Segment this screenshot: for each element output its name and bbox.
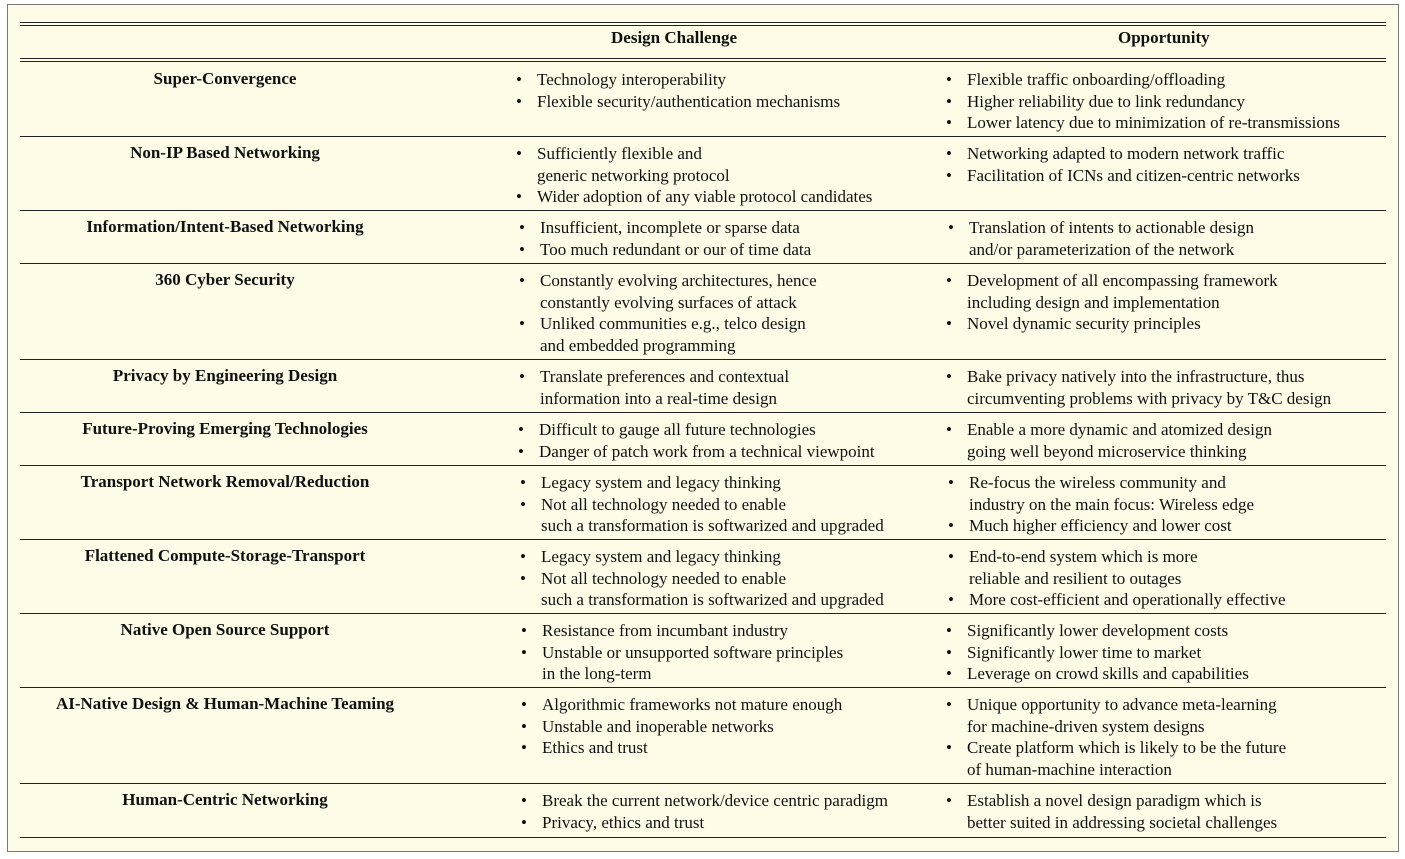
row-divider (20, 837, 1386, 838)
challenge-line (521, 790, 961, 812)
challenge-cell (516, 217, 959, 260)
bullet-icon: • (521, 695, 527, 714)
challenge-text: Constantly evolving architectures, hence (540, 271, 817, 290)
challenge-text: Insufficient, incomplete or sparse data (540, 218, 800, 237)
challenge-line (518, 419, 958, 441)
challenge-text: and embedded programming (540, 336, 736, 356)
bullet-icon: • (521, 812, 527, 832)
table-row (20, 465, 1386, 539)
challenge-cell (516, 419, 958, 462)
bullet-icon: • (520, 494, 526, 514)
bullet-icon: • (516, 70, 522, 89)
challenge-text: in the long-term (542, 664, 652, 684)
challenge-line (521, 716, 961, 738)
opportunity-text: and/or parameterization of the network (969, 239, 1235, 259)
challenge-line (516, 91, 956, 113)
challenge-line (516, 69, 956, 91)
challenge-text: generic networking protocol (537, 165, 730, 185)
opportunity-line (946, 759, 1386, 781)
bullet-icon: • (946, 695, 952, 714)
bullet-icon: • (946, 144, 952, 163)
bullet-icon: • (519, 367, 525, 386)
opportunity-line (948, 217, 1388, 239)
opportunity-text: including design and implementation (967, 292, 1220, 312)
opportunity-text: Significantly lower development costs (967, 621, 1229, 640)
challenge-text: Sufficiently flexible and (537, 144, 702, 163)
opportunity-cell (946, 366, 1386, 409)
challenge-line (519, 270, 959, 292)
challenge-cell (516, 69, 956, 112)
opportunity-cell (946, 217, 1388, 260)
challenge-text: Algorithmic frameworks not mature enough (542, 695, 843, 714)
opportunity-text: End-to-end system which is more (969, 547, 1198, 566)
row-topic: Privacy by Engineering Design (112, 366, 338, 385)
opportunity-line (948, 589, 1388, 611)
table-row (20, 62, 1386, 136)
opportunity-cell (946, 790, 1386, 833)
opportunity-text: Significantly lower time to market (967, 642, 1202, 662)
challenge-cell (516, 366, 959, 409)
challenge-line (519, 217, 959, 239)
challenge-line (516, 165, 956, 187)
opportunity-line (946, 292, 1386, 314)
challenge-line (520, 472, 960, 494)
table-row (20, 136, 1386, 210)
header-rule-1 (20, 58, 1386, 59)
challenge-text: such a transformation is softwarized and upgraded (541, 590, 884, 610)
row-topic: Non-IP Based Networking (130, 143, 320, 162)
opportunity-text: Create platform which is likely to be the future (967, 738, 1287, 758)
opportunity-cell (946, 69, 1386, 134)
table-frame (7, 4, 1399, 852)
opportunity-text: of human-machine interaction (967, 760, 1172, 780)
opportunity-text: Establish a novel design paradigm which is (967, 791, 1262, 810)
bullet-icon: • (948, 218, 954, 237)
opportunity-line (946, 69, 1386, 91)
opportunity-line (946, 737, 1386, 759)
challenge-line (520, 515, 960, 537)
opportunity-line (946, 91, 1386, 113)
bullet-icon: • (519, 218, 525, 237)
table-row (20, 359, 1386, 412)
bullet-icon: • (520, 568, 526, 588)
challenge-cell (516, 790, 961, 833)
challenge-line (519, 239, 959, 261)
challenge-text: Translate preferences and contextual (540, 367, 790, 386)
row-topic: AI-Native Design & Human-Machine Teaming (55, 694, 395, 713)
opportunity-line (946, 143, 1386, 165)
opportunity-text: Development of all encompassing framework (967, 271, 1278, 290)
opportunity-text: Networking adapted to modern network traffic (967, 144, 1285, 163)
challenge-text: Legacy system and legacy thinking (541, 547, 781, 566)
bullet-icon: • (946, 91, 952, 111)
opportunity-cell (946, 270, 1386, 335)
challenge-text: Not all technology needed to enable (541, 568, 786, 588)
challenge-text: constantly evolving surfaces of attack (540, 292, 797, 312)
bullet-icon: • (946, 367, 952, 386)
opportunity-line (946, 419, 1386, 441)
opportunity-cell (946, 694, 1386, 781)
bullet-icon: • (946, 113, 952, 133)
opportunity-text: Bake privacy natively into the infrastructure, thus (967, 367, 1305, 386)
challenge-text: Danger of patch work from a technical viewpoint (539, 441, 875, 461)
opportunity-line (946, 270, 1386, 292)
opportunity-line (946, 790, 1386, 812)
opportunity-text: circumventing problems with privacy by T&C design (967, 388, 1332, 408)
challenge-text: Difficult to gauge all future technologies (539, 420, 816, 439)
opportunity-text: Flexible traffic onboarding/offloading (967, 70, 1226, 89)
challenge-line (520, 494, 960, 516)
challenge-text: Too much redundant or our of time data (540, 239, 812, 259)
opportunity-line (946, 165, 1386, 187)
row-topic: Native Open Source Support (120, 620, 330, 639)
opportunity-line (948, 472, 1388, 494)
challenge-text: Wider adoption of any viable protocol candidates (537, 187, 873, 207)
opportunity-line (946, 313, 1386, 335)
table-row (20, 613, 1386, 687)
row-topic: Information/Intent-Based Networking (86, 217, 364, 236)
bullet-icon: • (518, 441, 524, 461)
challenge-text: Unstable or unsupported software principles (542, 642, 844, 662)
opportunity-line (946, 642, 1386, 664)
opportunity-text: More cost-efficient and operationally effective (969, 590, 1286, 610)
challenge-text: information into a real-time design (540, 388, 777, 408)
bullet-icon: • (946, 165, 952, 185)
bullet-icon: • (521, 716, 527, 736)
challenge-text: Flexible security/authentication mechanisms (537, 91, 841, 111)
opportunity-line (948, 515, 1388, 537)
challenge-text: such a transformation is softwarized and upgraded (541, 516, 884, 536)
opportunity-line (946, 441, 1386, 463)
opportunity-line (946, 812, 1386, 834)
row-topic: Human-Centric Networking (122, 790, 328, 809)
opportunity-text: Re-focus the wireless community and (969, 473, 1226, 492)
challenge-text: Ethics and trust (542, 738, 648, 758)
bullet-icon: • (521, 642, 527, 662)
bullet-icon: • (520, 473, 526, 492)
bullet-icon: • (521, 738, 527, 758)
bullet-icon: • (946, 70, 952, 89)
bullet-icon: • (946, 314, 952, 334)
bullet-icon: • (520, 547, 526, 566)
opportunity-line (946, 694, 1386, 716)
opportunity-line (946, 620, 1386, 642)
challenge-cell (516, 620, 961, 685)
challenge-line (521, 694, 961, 716)
bullet-icon: • (948, 590, 954, 610)
opportunity-cell (946, 143, 1386, 186)
row-topic: Super-Convergence (153, 69, 297, 88)
challenge-text: Unliked communities e.g., telco design (540, 314, 806, 334)
challenge-line (519, 292, 959, 314)
challenge-line (521, 642, 961, 664)
challenge-text: Not all technology needed to enable (541, 494, 786, 514)
challenge-line (516, 143, 956, 165)
challenge-line (520, 589, 960, 611)
challenge-text: Resistance from incumbant industry (542, 621, 788, 640)
header-design-challenge: Design Challenge (611, 28, 738, 47)
challenge-cell (516, 694, 961, 759)
opportunity-text: Higher reliability due to link redundancy (967, 91, 1246, 111)
bullet-icon: • (946, 621, 952, 640)
opportunity-text: Leverage on crowd skills and capabilities (967, 664, 1249, 684)
bullet-icon: • (516, 91, 522, 111)
opportunity-line (946, 663, 1386, 685)
opportunity-line (948, 239, 1388, 261)
bullet-icon: • (519, 239, 525, 259)
row-topic: Flattened Compute-Storage-Transport (84, 546, 366, 565)
challenge-cell (516, 143, 956, 208)
opportunity-cell (946, 620, 1386, 685)
table-row (20, 263, 1386, 359)
table-row (20, 412, 1386, 465)
bullet-icon: • (948, 473, 954, 492)
challenge-cell (516, 270, 959, 357)
table-row (20, 210, 1386, 263)
bullet-icon: • (948, 516, 954, 536)
opportunity-text: Enable a more dynamic and atomized design (967, 420, 1272, 439)
bullet-icon: • (516, 144, 522, 163)
challenge-line (516, 186, 956, 208)
opportunity-cell (946, 472, 1388, 537)
bullet-icon: • (521, 621, 527, 640)
opportunity-cell (946, 419, 1386, 462)
challenge-cell (516, 472, 960, 537)
bullet-icon: • (516, 187, 522, 207)
challenge-cell (516, 546, 960, 611)
challenge-line (519, 388, 959, 410)
opportunity-line (946, 112, 1386, 134)
opportunity-text: better suited in addressing societal challenges (967, 812, 1278, 832)
opportunity-cell (946, 546, 1388, 611)
challenge-line (521, 737, 961, 759)
challenge-line (521, 812, 961, 834)
challenge-line (519, 335, 959, 357)
opportunity-text: industry on the main focus: Wireless edge (969, 494, 1255, 514)
challenge-line (519, 313, 959, 335)
opportunity-line (948, 546, 1388, 568)
bullet-icon: • (946, 642, 952, 662)
opportunity-text: reliable and resilient to outages (969, 568, 1182, 588)
challenge-text: Break the current network/device centric paradigm (542, 791, 888, 810)
bullet-icon: • (518, 420, 524, 439)
opportunity-line (946, 716, 1386, 738)
opportunity-line (948, 494, 1388, 516)
opportunity-text: Novel dynamic security principles (967, 314, 1201, 334)
challenge-text: Privacy, ethics and trust (542, 812, 705, 832)
bullet-icon: • (519, 271, 525, 290)
challenge-line (521, 620, 961, 642)
opportunity-line (948, 568, 1388, 590)
challenge-line (518, 441, 958, 463)
row-topic: 360 Cyber Security (155, 270, 295, 289)
table-row (20, 539, 1386, 613)
challenge-text: Unstable and inoperable networks (542, 716, 774, 736)
bullet-icon: • (948, 547, 954, 566)
opportunity-text: going well beyond microservice thinking (967, 441, 1247, 461)
opportunity-text: Translation of intents to actionable design (969, 218, 1255, 237)
opportunity-text: Lower latency due to minimization of re-transmissions (967, 113, 1340, 133)
bullet-icon: • (946, 738, 952, 758)
opportunity-text: for machine-driven system designs (967, 716, 1205, 736)
row-topic: Transport Network Removal/Reduction (80, 472, 370, 491)
opportunity-text: Much higher efficiency and lower cost (969, 516, 1232, 536)
opportunity-line (946, 366, 1386, 388)
header-opportunity: Opportunity (1118, 28, 1210, 47)
challenge-text: Technology interoperability (537, 70, 727, 89)
opportunity-text: Facilitation of ICNs and citizen-centric networks (967, 165, 1300, 185)
opportunity-line (946, 388, 1386, 410)
bullet-icon: • (521, 791, 527, 810)
bullet-icon: • (519, 314, 525, 334)
bullet-icon: • (946, 791, 952, 810)
challenge-line (520, 568, 960, 590)
bullet-icon: • (946, 664, 952, 684)
table-header (20, 22, 1386, 58)
challenge-line (521, 663, 961, 685)
table-row (20, 783, 1386, 837)
table-row (20, 687, 1386, 783)
challenge-text: Legacy system and legacy thinking (541, 473, 781, 492)
challenge-line (520, 546, 960, 568)
bullet-icon: • (946, 271, 952, 290)
opportunity-text: Unique opportunity to advance meta-learning (967, 695, 1277, 714)
bullet-icon: • (946, 420, 952, 439)
challenge-line (519, 366, 959, 388)
row-topic: Future-Proving Emerging Technologies (82, 419, 368, 438)
